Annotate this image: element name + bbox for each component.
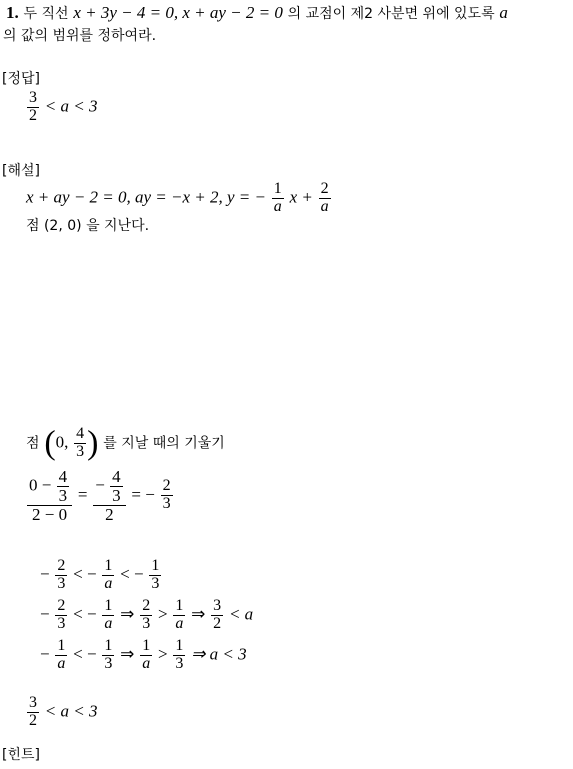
hint-label: [힌트] bbox=[2, 747, 40, 763]
solution-line-1: x + ay − 2 = 0, ay = −x + 2, y = − $\frac{1}{a}$ x + $\frac{2}{a}$ bbox=[26, 180, 329, 215]
inequality-line-2: − $\frac{2}{3}$ < − $\frac{1}{a}$ ⇒ $\frac{2}{3}$ > $\frac{1}{a}$ ⇒ $\frac{3}{2}$ < a bbox=[40, 597, 254, 632]
solution-line-3: 점 (0, $\frac{4}{3}$ ) 를 지날 때의 기울기 bbox=[26, 424, 225, 462]
problem-equations: x + 3y − 4 = 0, x + ay − 2 = 0 bbox=[73, 3, 283, 22]
slope-fraction-1: 0 − $\frac{4}{3}$ 2 − 0 bbox=[27, 468, 72, 524]
solution-label: [해설] bbox=[2, 163, 40, 179]
graph-placeholder bbox=[26, 245, 526, 425]
problem-var-a: a bbox=[499, 3, 508, 22]
slope-calculation: 0 − $\frac{4}{3}$ 2 − 0 = − $\frac{4}{3}$ 2 = − $\frac{2}{3}$ bbox=[29, 467, 171, 524]
answer-expression bbox=[26, 90, 97, 125]
inequality-line-3: − $\frac{1}{a}$ < − $\frac{1}{3}$ ⇒ $\frac{1}{a}$ > $\frac{1}{3}$ ⇒ a < 3 bbox=[40, 637, 247, 672]
answer-fraction: $\frac{3}{2}$ bbox=[29, 89, 37, 124]
problem-text-2: 의 교점이 제2 사분면 위에 있도록 bbox=[287, 6, 495, 22]
problem-line-2: 의 값의 범위를 정하여라. bbox=[3, 28, 157, 44]
problem-line-1 bbox=[6, 4, 508, 21]
problem-text-1: 두 직선 bbox=[23, 6, 69, 22]
answer-label: [정답] bbox=[2, 71, 40, 87]
final-answer: $\frac{3}{2}$ < a < 3 bbox=[29, 694, 98, 729]
answer-rest: < a < 3 bbox=[44, 96, 98, 116]
problem-number: 1. bbox=[6, 3, 19, 22]
solution-line-2: 점 (2, 0) 을 지난다. bbox=[26, 218, 150, 234]
slope-fraction-2: − $\frac{4}{3}$ 2 bbox=[93, 468, 125, 524]
inequality-line-1: − $\frac{2}{3}$ < − $\frac{1}{a}$ < − $\frac{1}{3}$ bbox=[40, 557, 160, 592]
